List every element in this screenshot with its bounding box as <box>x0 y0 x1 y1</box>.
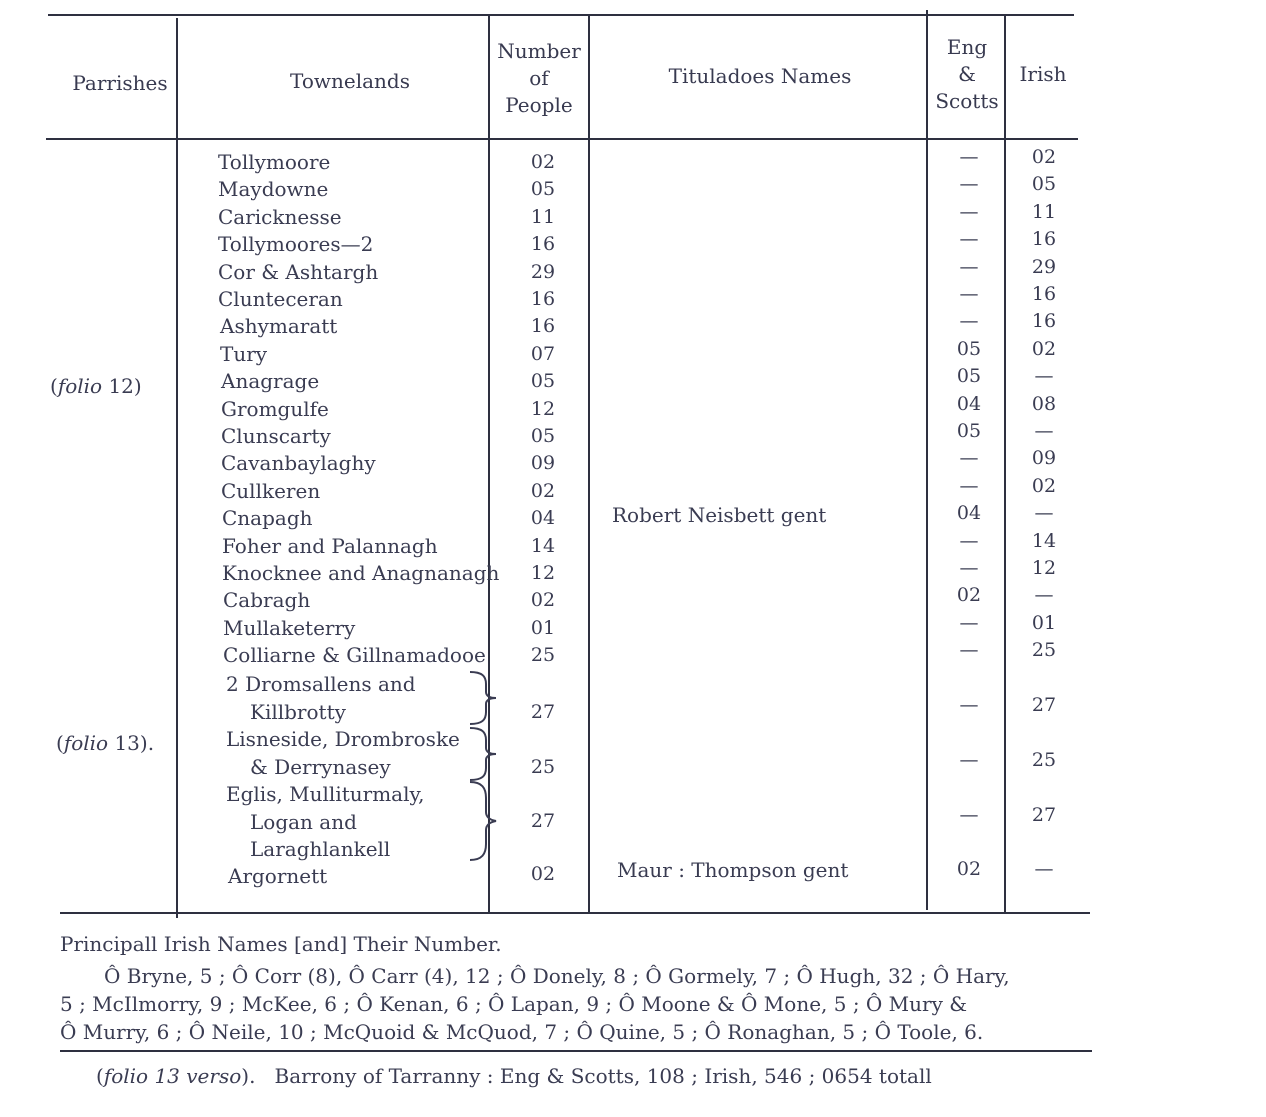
townland-name: Knocknee and Anagnanagh <box>222 561 500 585</box>
brace-icon <box>466 670 500 726</box>
eng-scotts-count: 05 <box>956 365 982 387</box>
eng-scotts-count: — <box>959 146 979 168</box>
townland-name: Tollymoores—2 <box>218 232 374 256</box>
people-count: 25 <box>530 756 556 778</box>
townland-name: Cnapagh <box>222 506 313 530</box>
eng-scotts-count: — <box>959 475 979 497</box>
townland-name: Cabragh <box>223 588 311 612</box>
irish-count: — <box>1034 858 1054 880</box>
eng-scotts-count: 02 <box>956 584 982 606</box>
people-count: 12 <box>530 398 556 420</box>
irish-count: 05 <box>1031 173 1057 195</box>
header-parishes: Parrishes <box>72 71 168 95</box>
people-count: 16 <box>530 288 556 310</box>
people-count: 16 <box>530 233 556 255</box>
eng-scotts-count: — <box>959 310 979 332</box>
townland-name: Colliarne & Gillnamadooe <box>223 643 486 667</box>
irish-names-line: Ô Bryne, 5 ; Ô Corr (8), Ô Carr (4), 12 ; Ô Donely, 8 ; Ô Gormely, 7 ; Ô Hugh, 32 ; Ô Hary, <box>104 964 1010 988</box>
irish-count: 01 <box>1031 612 1057 634</box>
people-count: 16 <box>530 315 556 337</box>
header-eng-line: Eng <box>946 35 988 59</box>
irish-count: 02 <box>1031 475 1057 497</box>
people-count: 07 <box>530 343 556 365</box>
townland-name: Clunscarty <box>221 424 331 448</box>
folio-note: (folio 12) <box>50 374 142 398</box>
summary-text: Barrony of Tarranny : Eng & Scotts, 108 ; Irish, 546 ; 0654 totall <box>274 1064 932 1088</box>
header-people-line: Number <box>497 39 581 63</box>
header-people-line: People <box>505 93 573 117</box>
eng-scotts-count: — <box>959 173 979 195</box>
eng-scotts-count: — <box>959 256 979 278</box>
header-irish: Irish <box>1019 62 1067 86</box>
irish-count: 12 <box>1031 557 1057 579</box>
irish-count: 16 <box>1031 283 1057 305</box>
brace-icon <box>466 726 500 782</box>
townland-name: Laraghlankell <box>250 837 391 861</box>
folio-label: folio <box>57 374 103 398</box>
people-count: 11 <box>530 206 556 228</box>
eng-scotts-count: — <box>959 694 979 716</box>
irish-count: 16 <box>1031 310 1057 332</box>
col-divider-4 <box>926 10 928 910</box>
eng-scotts-count: 02 <box>956 858 982 880</box>
irish-count: — <box>1034 502 1054 524</box>
people-count: 25 <box>530 644 556 666</box>
people-count: 02 <box>530 480 556 502</box>
eng-scotts-count: — <box>959 612 979 634</box>
townland-name: Maydowne <box>218 177 329 201</box>
people-count: 02 <box>530 863 556 885</box>
townland-name: Ashymaratt <box>220 314 338 338</box>
townland-name: Killbrotty <box>250 700 346 724</box>
eng-scotts-count: 05 <box>956 420 982 442</box>
col-divider-3 <box>588 14 590 914</box>
irish-count: 02 <box>1031 338 1057 360</box>
header-bottom-rule <box>46 138 1078 140</box>
eng-scotts-count: — <box>959 228 979 250</box>
people-count: 05 <box>530 178 556 200</box>
people-count: 09 <box>530 452 556 474</box>
irish-count: 02 <box>1031 146 1057 168</box>
townland-name: Logan and <box>250 810 357 834</box>
eng-scotts-count: — <box>959 804 979 826</box>
table-bottom-rule <box>60 912 1090 914</box>
people-count: 12 <box>530 562 556 584</box>
irish-count: 09 <box>1031 447 1057 469</box>
irish-count: — <box>1034 584 1054 606</box>
townland-name: Cavanbaylaghy <box>221 451 376 475</box>
irish-count: 11 <box>1031 201 1057 223</box>
townland-name: Mullaketerry <box>223 616 356 640</box>
barony-summary: (folio 13 verso). Barrony of Tarranny : Eng & Scotts, 108 ; Irish, 546 ; 0654 totall <box>96 1064 932 1088</box>
header-people-line: of <box>529 66 549 90</box>
eng-scotts-count: — <box>959 749 979 771</box>
header-tituladoes: Tituladoes Names <box>668 64 852 88</box>
eng-scotts-count: — <box>959 557 979 579</box>
townland-name: Tollymoore <box>218 150 331 174</box>
townland-name: 2 Dromsallens and <box>226 672 416 696</box>
summary-folio: folio 13 verso <box>103 1064 242 1088</box>
header-eng-scotts <box>928 34 1006 115</box>
irish-names-line: Ô Murry, 6 ; Ô Neile, 10 ; McQuoid & McQuod, 7 ; Ô Quine, 5 ; Ô Ronaghan, 5 ; Ô Toole, 6. <box>60 1020 984 1044</box>
townland-name: Clunteceran <box>218 287 343 311</box>
eng-scotts-count: — <box>959 283 979 305</box>
irish-count: 16 <box>1031 228 1057 250</box>
eng-scotts-count: — <box>959 447 979 469</box>
header-eng-line: & <box>958 62 976 86</box>
townland-name: Anagrage <box>221 369 320 393</box>
eng-scotts-count: — <box>959 639 979 661</box>
people-count: 05 <box>530 370 556 392</box>
eng-scotts-count: 04 <box>956 393 982 415</box>
brace-icon <box>466 780 500 862</box>
irish-count: 08 <box>1031 393 1057 415</box>
irish-count: — <box>1034 365 1054 387</box>
col-divider-1 <box>176 18 178 918</box>
eng-scotts-count: — <box>959 201 979 223</box>
titulado-name: Maur : Thompson gent <box>617 858 849 882</box>
people-count: 14 <box>530 535 556 557</box>
irish-names-title: Principall Irish Names [and] Their Number. <box>60 932 502 956</box>
townland-name: Foher and Palannagh <box>222 534 438 558</box>
titulado-name: Robert Neisbett gent <box>612 503 827 527</box>
irish-names-line: 5 ; McIlmorry, 9 ; McKee, 6 ; Ô Kenan, 6 ; Ô Lapan, 9 ; Ô Moone & Ô Mone, 5 ; Ô Mury & <box>60 992 968 1016</box>
eng-scotts-count: 05 <box>956 338 982 360</box>
irish-count: 27 <box>1031 694 1057 716</box>
irish-count: 29 <box>1031 256 1057 278</box>
irish-count: 25 <box>1031 639 1057 661</box>
header-people <box>490 38 588 119</box>
townland-name: Tury <box>220 342 268 366</box>
folio-number: 13 <box>114 731 140 755</box>
people-count: 01 <box>530 617 556 639</box>
townland-name: Cullkeren <box>221 479 321 503</box>
irish-count: 27 <box>1031 804 1057 826</box>
people-count: 27 <box>530 810 556 832</box>
top-rule <box>48 14 1074 16</box>
irish-count: — <box>1034 420 1054 442</box>
header-eng-line: Scotts <box>935 89 999 113</box>
folio-label: folio <box>63 731 109 755</box>
irish-count: 14 <box>1031 530 1057 552</box>
townland-name: Caricknesse <box>218 205 342 229</box>
townland-name: & Derrynasey <box>250 755 391 779</box>
people-count: 02 <box>530 151 556 173</box>
folio-note: (folio 13). <box>56 731 155 755</box>
irish-count: 25 <box>1031 749 1057 771</box>
townland-name: Argornett <box>228 864 328 888</box>
townland-name: Cor & Ashtargh <box>218 260 379 284</box>
townland-name: Gromgulfe <box>221 397 329 421</box>
people-count: 04 <box>530 507 556 529</box>
people-count: 02 <box>530 589 556 611</box>
folio-number: 12 <box>108 374 134 398</box>
header-townlands: Townelands <box>290 69 410 93</box>
people-count: 05 <box>530 425 556 447</box>
people-count: 29 <box>530 261 556 283</box>
people-count: 27 <box>530 701 556 723</box>
eng-scotts-count: 04 <box>956 502 982 524</box>
townland-name: Lisneside, Drombroske <box>226 727 460 751</box>
townland-name: Eglis, Mulliturmaly, <box>226 782 425 806</box>
footer-rule <box>60 1050 1092 1052</box>
eng-scotts-count: — <box>959 530 979 552</box>
